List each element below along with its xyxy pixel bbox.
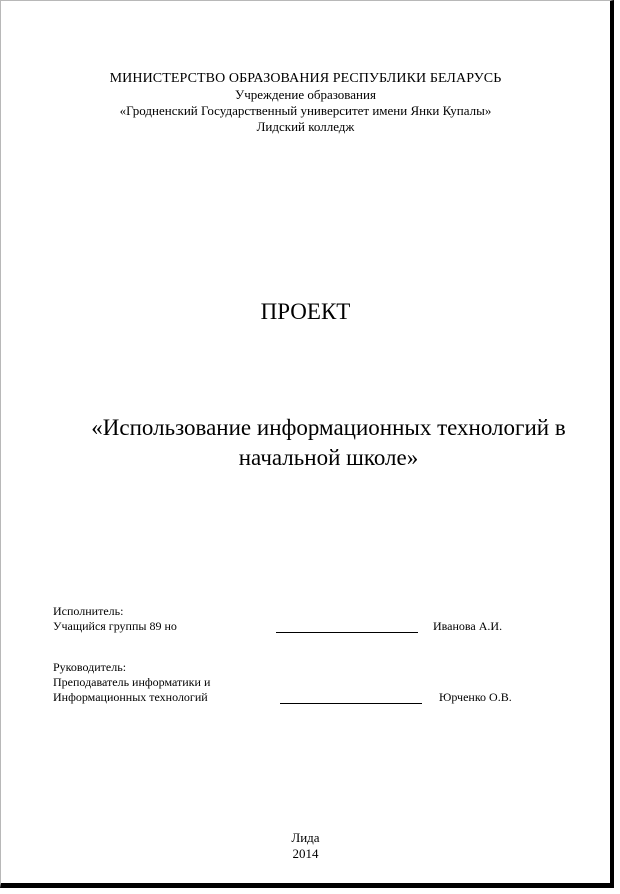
year: 2014 — [292, 846, 319, 861]
document-header — [1, 71, 610, 135]
project-topic-line-2: начальной школе» — [238, 445, 419, 470]
signatures-section — [53, 604, 573, 706]
performer-name: Иванова А.И. — [433, 619, 503, 633]
city-name: Лида — [291, 830, 320, 845]
performer-caption: Исполнитель: — [53, 604, 124, 618]
performer-role: Учащийся группы 89 но — [53, 619, 177, 633]
supervisor-name: Юрченко О.В. — [439, 690, 512, 704]
document-footer — [1, 830, 610, 862]
project-topic — [51, 413, 606, 473]
performer-signature-line — [276, 632, 418, 633]
university-name: «Гродненский Государственный университет имени Янки Купалы» — [119, 103, 492, 118]
supervisor-role-line-2: Информационных технологий — [53, 690, 208, 704]
supervisor-caption: Руководитель: — [53, 660, 127, 674]
institution-type: Учреждение образования — [235, 87, 376, 102]
supervisor-block — [53, 660, 573, 706]
college-name: Лидский колледж — [256, 119, 355, 134]
performer-block — [53, 604, 573, 635]
document-type-title: ПРОЕКТ — [260, 299, 351, 324]
supervisor-row — [53, 690, 573, 706]
ministry-title: МИНИСТЕРСТВО ОБРАЗОВАНИЯ РЕСПУБЛИКИ БЕЛАРУСЬ — [109, 71, 502, 86]
supervisor-signature-line — [280, 703, 422, 704]
supervisor-role-line-1: Преподаватель информатики и — [53, 675, 211, 689]
project-topic-line-1: «Использование информационных технологий в — [91, 415, 566, 440]
performer-row — [53, 619, 573, 635]
